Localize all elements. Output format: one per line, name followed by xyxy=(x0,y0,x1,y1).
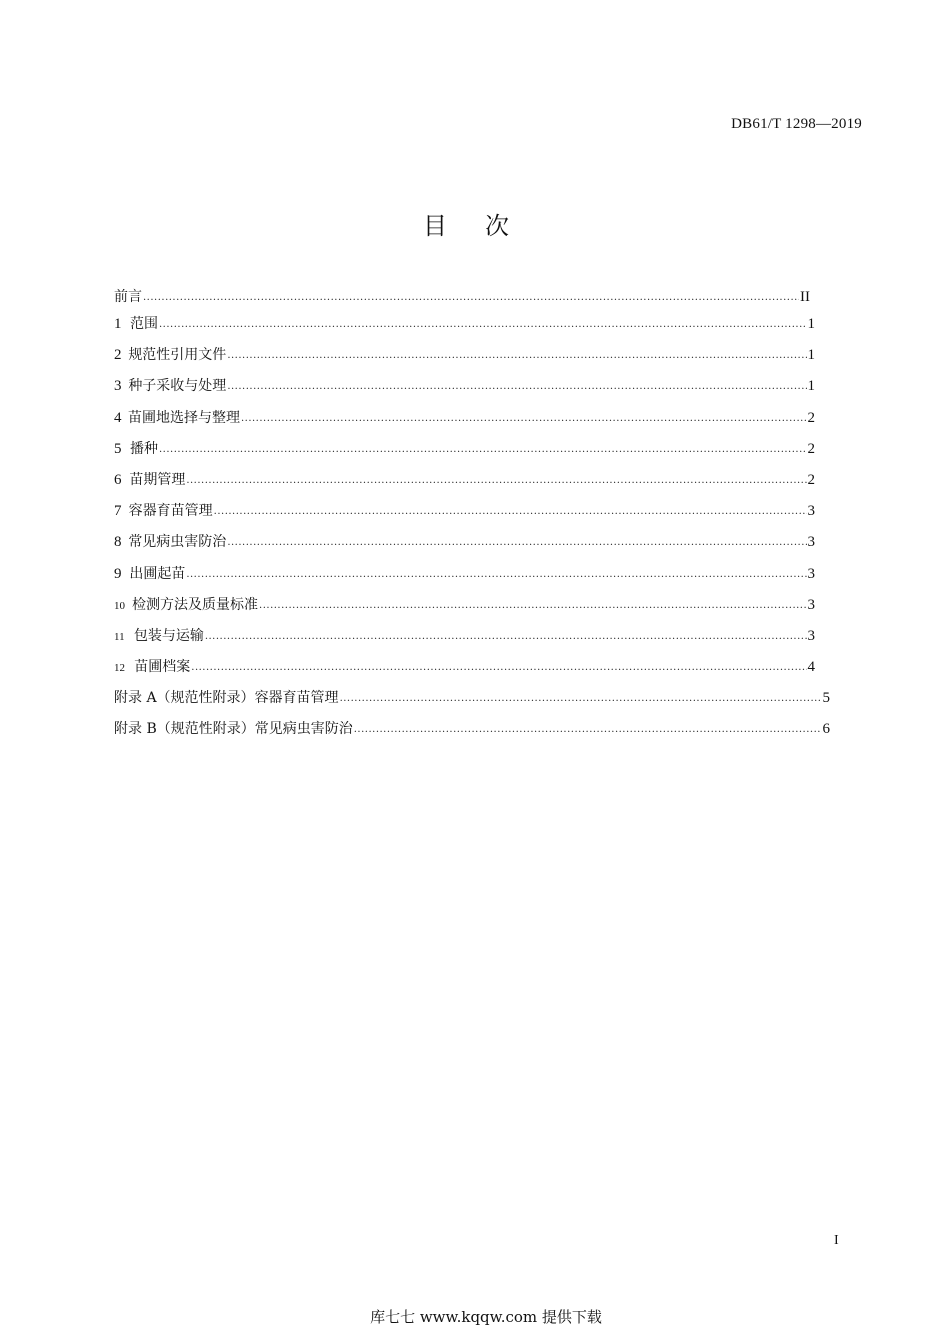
toc-entry-label: 出圃起苗 xyxy=(129,565,186,582)
toc-entry-page: 2 xyxy=(807,471,815,488)
toc-entry[interactable] xyxy=(114,625,815,656)
toc-entry-number: 12 xyxy=(114,662,125,675)
dot-leader xyxy=(143,292,799,303)
toc-entry-label: 检测方法及质量标准 xyxy=(132,596,259,613)
toc-entry[interactable] xyxy=(114,407,815,438)
toc-entry-page: 3 xyxy=(807,534,815,551)
toc-entry-label: 容器育苗管理 xyxy=(128,503,213,520)
toc-title: 目次 xyxy=(423,212,547,240)
toc-entry-number: 9 xyxy=(114,565,122,582)
toc-entry-label: 常见病虫害防治 xyxy=(128,534,227,551)
toc-entry-label: 常见病虫害防治 xyxy=(254,721,353,738)
toc-entry-number: 3 xyxy=(114,378,122,395)
page-number: I xyxy=(834,1233,839,1248)
annex-label: 附录 B（规范性附录） xyxy=(114,721,255,738)
toc-entry[interactable] xyxy=(114,500,815,531)
table-of-contents xyxy=(114,286,830,749)
toc-entry-page: 2 xyxy=(807,440,815,457)
toc-entry-page: 3 xyxy=(807,565,815,582)
dot-leader xyxy=(259,600,806,611)
toc-entry-page: 3 xyxy=(807,596,815,613)
toc-entry-page: 2 xyxy=(807,409,815,426)
toc-entry[interactable] xyxy=(114,438,815,469)
dot-leader xyxy=(227,350,806,361)
toc-entry-page: 3 xyxy=(807,627,815,644)
toc-entry[interactable] xyxy=(114,313,815,344)
dot-leader xyxy=(214,506,807,517)
dot-leader xyxy=(354,724,822,735)
toc-entry-number: 2 xyxy=(114,347,122,364)
dot-leader xyxy=(340,693,822,704)
toc-entry-number: 4 xyxy=(114,409,122,426)
toc-entry[interactable] xyxy=(114,344,815,375)
toc-entry-annex-b[interactable] xyxy=(114,718,830,749)
dot-leader xyxy=(159,444,807,455)
dot-leader xyxy=(227,537,806,548)
toc-entry-label: 苗期管理 xyxy=(129,471,186,488)
dot-leader xyxy=(191,662,806,673)
toc-entry-label: 种子采收与处理 xyxy=(128,378,227,395)
toc-entry-number: 11 xyxy=(114,630,125,643)
dot-leader xyxy=(159,319,807,330)
dot-leader xyxy=(186,569,806,580)
toc-entry[interactable] xyxy=(114,656,815,687)
toc-entry-number: 5 xyxy=(114,440,122,457)
toc-entry-page: 5 xyxy=(822,690,830,707)
document-code: DB61/T 1298—2019 xyxy=(731,116,862,132)
toc-entry[interactable] xyxy=(114,469,815,500)
toc-entry-page: II xyxy=(800,289,810,305)
toc-entry-preface[interactable] xyxy=(114,286,810,313)
toc-entry-page: 1 xyxy=(807,347,815,364)
toc-entry-number: 1 xyxy=(114,316,122,332)
toc-entry-label: 范围 xyxy=(130,316,158,332)
toc-entry[interactable] xyxy=(114,375,815,406)
toc-entry-label: 包装与运输 xyxy=(133,627,204,644)
toc-entry[interactable] xyxy=(114,563,815,594)
toc-entry-label: 容器育苗管理 xyxy=(254,690,339,707)
toc-entry-annex-a[interactable] xyxy=(114,687,830,718)
toc-entry-label: 播种 xyxy=(130,440,158,457)
dot-leader xyxy=(227,381,806,392)
toc-entry-label: 苗圃地选择与整理 xyxy=(127,409,240,426)
toc-entry-page: 6 xyxy=(822,721,830,738)
toc-entry[interactable] xyxy=(114,531,815,562)
toc-entry-label: 规范性引用文件 xyxy=(128,347,227,364)
download-watermark: 库七七 www.kqqw.com 提供下载 xyxy=(370,1308,602,1326)
toc-entry-page: 1 xyxy=(807,316,815,332)
toc-entry-number: 8 xyxy=(114,534,122,551)
toc-entry-page: 1 xyxy=(807,378,815,395)
toc-entry-label: 前言 xyxy=(114,289,142,305)
annex-label: 附录 A（规范性附录） xyxy=(114,690,255,707)
dot-leader xyxy=(205,631,807,642)
toc-entry-number: 7 xyxy=(114,503,122,520)
toc-entry-page: 4 xyxy=(807,659,815,676)
toc-entry-number: 10 xyxy=(114,599,125,612)
toc-entry-page: 3 xyxy=(807,503,815,520)
toc-entry-number: 6 xyxy=(114,471,122,488)
toc-entry[interactable] xyxy=(114,594,815,625)
toc-entry-label: 苗圃档案 xyxy=(134,659,191,676)
dot-leader xyxy=(241,413,807,424)
dot-leader xyxy=(186,475,806,486)
